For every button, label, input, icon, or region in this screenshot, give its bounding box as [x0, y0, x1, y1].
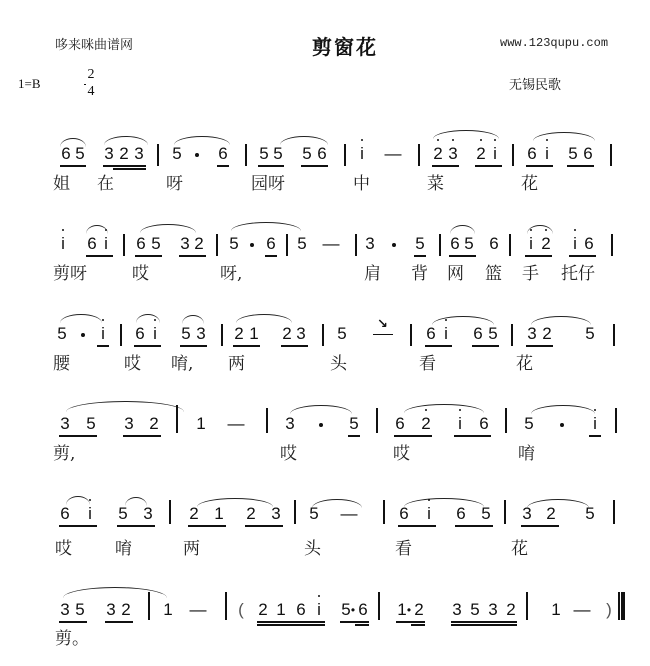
- bar-line: [610, 144, 612, 166]
- underline: [567, 165, 594, 167]
- underline: [526, 345, 553, 347]
- slur: [136, 314, 160, 323]
- underline: [134, 345, 161, 347]
- slur: [290, 405, 352, 414]
- glissando-down-icon: ↘: [377, 317, 388, 332]
- bar-line: [509, 234, 511, 256]
- bar-line: [410, 324, 412, 346]
- underline: [97, 345, 109, 347]
- lyric: 在: [97, 174, 114, 194]
- bar-line: [505, 408, 507, 433]
- underline: [59, 435, 97, 437]
- underline: [59, 621, 87, 623]
- lyric: 托仔: [561, 264, 595, 284]
- lyric: 两: [183, 539, 200, 559]
- note: 2: [189, 504, 199, 523]
- underline: [301, 165, 328, 167]
- bar-line: [613, 324, 615, 346]
- underline: [123, 435, 161, 437]
- site-url: www.123qupu.com: [500, 36, 609, 50]
- note-high: i: [356, 144, 368, 164]
- underline: [398, 525, 436, 527]
- note: 2: [246, 504, 256, 523]
- lyric: 网: [447, 264, 464, 284]
- note: 3: [104, 144, 114, 163]
- note: 6: [358, 600, 368, 619]
- underline: [233, 345, 260, 347]
- bar-line: [355, 234, 357, 256]
- close-paren: ): [606, 600, 612, 619]
- augmentation-dot: [81, 333, 85, 337]
- note: 3: [196, 324, 206, 343]
- note: 5: [118, 504, 128, 523]
- note-high: i: [423, 504, 435, 524]
- underline: [589, 435, 601, 437]
- lyric: 唷,: [171, 354, 194, 374]
- lyric: 哎: [393, 444, 410, 464]
- dash: —: [573, 600, 591, 619]
- note: 5: [86, 414, 96, 433]
- note: 1: [163, 600, 173, 619]
- note: 5: [349, 414, 359, 433]
- underline: [475, 165, 502, 167]
- note: 6: [395, 414, 405, 433]
- double-underline: [451, 624, 517, 626]
- bar-line: [418, 144, 420, 166]
- note: 5: [172, 144, 182, 163]
- note: 3: [60, 600, 70, 619]
- lyric: 看: [419, 354, 436, 374]
- underline: [454, 435, 491, 437]
- lyric: 唷: [518, 444, 535, 464]
- slur: [197, 498, 273, 507]
- bar-line: [176, 405, 178, 433]
- lyric: 哎: [55, 539, 72, 559]
- slur: [433, 130, 499, 139]
- lyric: 两: [228, 354, 245, 374]
- note: 1: [276, 600, 286, 619]
- underline: [245, 525, 283, 527]
- lyric: 剪,: [53, 444, 76, 464]
- underline: [451, 621, 517, 623]
- underline: [396, 621, 425, 623]
- note-high: 2: [421, 414, 431, 433]
- underline: [103, 165, 146, 167]
- lyric: 篮: [485, 264, 502, 284]
- note: 2: [546, 504, 556, 523]
- site-name: 哆来咪曲谱网: [55, 38, 134, 53]
- augmentation-dot: [392, 243, 396, 247]
- final-bar-thick: [621, 592, 625, 620]
- note: 6: [426, 324, 436, 343]
- note-high: i: [525, 234, 537, 254]
- note: 5: [259, 144, 269, 163]
- bar-line: [169, 500, 171, 524]
- underline: [425, 345, 452, 347]
- note: 3: [488, 600, 498, 619]
- note: 5: [309, 504, 319, 523]
- lyric: 腰: [53, 354, 70, 374]
- note: 6: [87, 234, 97, 253]
- underline: [281, 345, 308, 347]
- note: 5: [181, 324, 191, 343]
- lyric: 菜: [427, 174, 444, 194]
- note: 2: [258, 600, 268, 619]
- lyric: 哎: [280, 444, 297, 464]
- note: 6: [583, 144, 593, 163]
- underline: [432, 165, 459, 167]
- note: 6: [317, 144, 327, 163]
- lyric: 看: [395, 539, 412, 559]
- lyric: 花: [511, 539, 528, 559]
- underline: [394, 435, 432, 437]
- double-underline: [257, 624, 325, 626]
- bar-line: [613, 500, 615, 524]
- note: 2: [149, 414, 159, 433]
- underline: [117, 525, 155, 527]
- open-paren: (: [238, 600, 244, 619]
- lyric: 剪呀: [53, 264, 87, 284]
- note-high: i: [541, 144, 553, 164]
- note: 5: [524, 414, 534, 433]
- note-high: i: [454, 414, 466, 434]
- note-high: i: [84, 504, 96, 524]
- note: 5: [57, 324, 67, 343]
- dot: •: [350, 603, 356, 617]
- note: 3: [60, 414, 70, 433]
- note: 3: [285, 414, 295, 433]
- lyric: 呀,: [220, 264, 243, 284]
- slur: [404, 404, 484, 413]
- note: 6: [61, 144, 71, 163]
- underline: [449, 255, 476, 257]
- bar-line: [378, 592, 380, 620]
- note-high: 3: [448, 144, 458, 163]
- underline: [455, 525, 493, 527]
- slur: [450, 225, 475, 234]
- underline: [258, 165, 284, 167]
- note-high: i: [313, 600, 325, 620]
- double-underline: [113, 168, 146, 170]
- note-high: i: [589, 414, 601, 434]
- note: 6: [450, 234, 460, 253]
- note: 5: [75, 600, 85, 619]
- note: 5: [229, 234, 239, 253]
- lyric: 哎: [124, 354, 141, 374]
- underline: [59, 525, 97, 527]
- underline: [472, 345, 499, 347]
- note: 5: [415, 234, 425, 253]
- note-high: i: [57, 234, 69, 254]
- note: 6: [60, 504, 70, 523]
- note: 1: [551, 600, 561, 619]
- slur: [182, 315, 204, 324]
- bar-line: [504, 500, 506, 524]
- time-signature-bottom: 4: [87, 84, 95, 99]
- bar-line: [148, 592, 150, 620]
- underline: [373, 334, 393, 335]
- note: 3: [522, 504, 532, 523]
- bar-line: [383, 500, 385, 524]
- underline: [521, 525, 559, 527]
- note: 3: [296, 324, 306, 343]
- bar-line: [439, 234, 441, 256]
- bar-line: [221, 324, 223, 346]
- bar-line: [157, 144, 159, 166]
- augmentation-dot: [319, 423, 323, 427]
- key-signature: 1=B: [18, 76, 41, 91]
- note: 5: [273, 144, 283, 163]
- lyric: 背: [411, 264, 428, 284]
- bar-line: [511, 324, 513, 346]
- note: 5: [464, 234, 474, 253]
- note: 6: [136, 234, 146, 253]
- dash: —: [384, 144, 402, 163]
- underline: [348, 435, 360, 437]
- note: 5: [568, 144, 578, 163]
- underline: [414, 255, 426, 257]
- bar-line: [225, 592, 227, 620]
- note: 6: [399, 504, 409, 523]
- lyric: 花: [516, 354, 533, 374]
- note-high: i: [97, 324, 109, 344]
- note-high: i: [440, 324, 452, 344]
- note: 5: [341, 600, 351, 619]
- bar-line: [615, 408, 617, 433]
- note-high: i: [100, 234, 112, 254]
- note: 5: [488, 324, 498, 343]
- note: 1: [397, 600, 407, 619]
- note: 2: [506, 600, 516, 619]
- note: 6: [473, 324, 483, 343]
- dot: •: [406, 603, 412, 617]
- underline: [188, 525, 226, 527]
- underline: [179, 255, 206, 257]
- note: 6: [296, 600, 306, 619]
- slur: [231, 222, 301, 231]
- note: 2: [119, 144, 129, 163]
- lyric: 唷: [115, 539, 132, 559]
- underline: [217, 165, 229, 167]
- slur: [531, 316, 591, 325]
- note: 3: [271, 504, 281, 523]
- lyric: 中: [353, 174, 370, 194]
- bar-line: [376, 408, 378, 433]
- bar-line: [266, 408, 268, 433]
- time-signature-top: 2: [87, 67, 95, 82]
- note: 5: [75, 144, 85, 163]
- note: 3: [452, 600, 462, 619]
- underline: [257, 621, 325, 623]
- dash: —: [340, 504, 358, 523]
- note: 1: [196, 414, 206, 433]
- slur: [404, 498, 484, 507]
- lyric: 姐: [53, 174, 70, 194]
- note: 5: [470, 600, 480, 619]
- lyric: 呀: [166, 174, 183, 194]
- lyric: 花: [521, 174, 538, 194]
- bar-line: [611, 234, 613, 256]
- dash: —: [227, 414, 245, 433]
- time-signature: [84, 66, 98, 100]
- note: 6: [489, 234, 499, 253]
- note-high: 2: [541, 234, 551, 253]
- note: 3: [180, 234, 190, 253]
- slur: [140, 224, 196, 233]
- note-high: 2: [476, 144, 486, 163]
- lyric: 头: [304, 539, 321, 559]
- lyric: 手: [522, 264, 539, 284]
- lyric: 肩: [364, 264, 381, 284]
- bar-line: [123, 234, 125, 256]
- dash: —: [189, 600, 207, 619]
- bar-line: [286, 234, 288, 256]
- lyric: 园呀: [251, 174, 285, 194]
- slur: [533, 132, 595, 141]
- note: 3: [124, 414, 134, 433]
- slur: [63, 587, 167, 598]
- lyric: 剪。: [55, 629, 89, 649]
- note: 3: [134, 144, 144, 163]
- slur: [531, 405, 595, 414]
- note: 3: [106, 600, 116, 619]
- underline: [526, 165, 553, 167]
- underline: [60, 165, 86, 167]
- note: 1: [249, 324, 259, 343]
- note: 2: [121, 600, 131, 619]
- note: 2: [542, 324, 552, 343]
- note: 2: [282, 324, 292, 343]
- note: 6: [456, 504, 466, 523]
- slur: [66, 401, 184, 412]
- note: 2: [414, 600, 424, 619]
- time-signature-divider: [84, 84, 86, 85]
- note-high: i: [489, 144, 501, 164]
- song-origin: 无锡民歌: [509, 78, 562, 93]
- note: 6: [584, 234, 594, 253]
- note: 2: [194, 234, 204, 253]
- bar-line: [512, 144, 514, 166]
- bar-line: [245, 144, 247, 166]
- note: 1: [214, 504, 224, 523]
- double-underline: [411, 624, 425, 626]
- underline: [105, 621, 133, 623]
- augmentation-dot: [250, 243, 254, 247]
- slur: [236, 314, 292, 323]
- bar-line: [322, 324, 324, 346]
- note: 5: [302, 144, 312, 163]
- double-underline: [355, 624, 369, 626]
- underline: [135, 255, 162, 257]
- lyric: 哎: [132, 264, 149, 284]
- bar-line: [120, 324, 122, 346]
- dash: —: [322, 234, 340, 253]
- note: 5: [585, 504, 595, 523]
- note: 6: [479, 414, 489, 433]
- note: 5: [297, 234, 307, 253]
- underline: [265, 255, 277, 257]
- augmentation-dot: [560, 423, 564, 427]
- note: 6: [527, 144, 537, 163]
- bar-line: [526, 592, 528, 620]
- note: 5: [585, 324, 595, 343]
- bar-line: [216, 234, 218, 256]
- note: 6: [218, 144, 228, 163]
- underline: [180, 345, 207, 347]
- note: 6: [266, 234, 276, 253]
- note: 3: [143, 504, 153, 523]
- final-bar-thin: [618, 592, 620, 620]
- underline: [569, 255, 596, 257]
- note-high: i: [569, 234, 581, 254]
- underline: [86, 255, 113, 257]
- slur: [60, 314, 102, 323]
- augmentation-dot: [195, 153, 199, 157]
- note: 5: [151, 234, 161, 253]
- note-high: i: [149, 324, 161, 344]
- note: 3: [527, 324, 537, 343]
- lyric: 头: [330, 354, 347, 374]
- underline: [340, 621, 369, 623]
- note-high: 2: [433, 144, 443, 163]
- bar-line: [344, 144, 346, 166]
- underline: [525, 255, 552, 257]
- note: 5: [481, 504, 491, 523]
- note: 5: [337, 324, 347, 343]
- note: 6: [135, 324, 145, 343]
- bar-line: [294, 500, 296, 524]
- note: 3: [365, 234, 375, 253]
- slur: [527, 499, 589, 508]
- song-title: 剪窗花: [312, 35, 378, 59]
- note: 2: [234, 324, 244, 343]
